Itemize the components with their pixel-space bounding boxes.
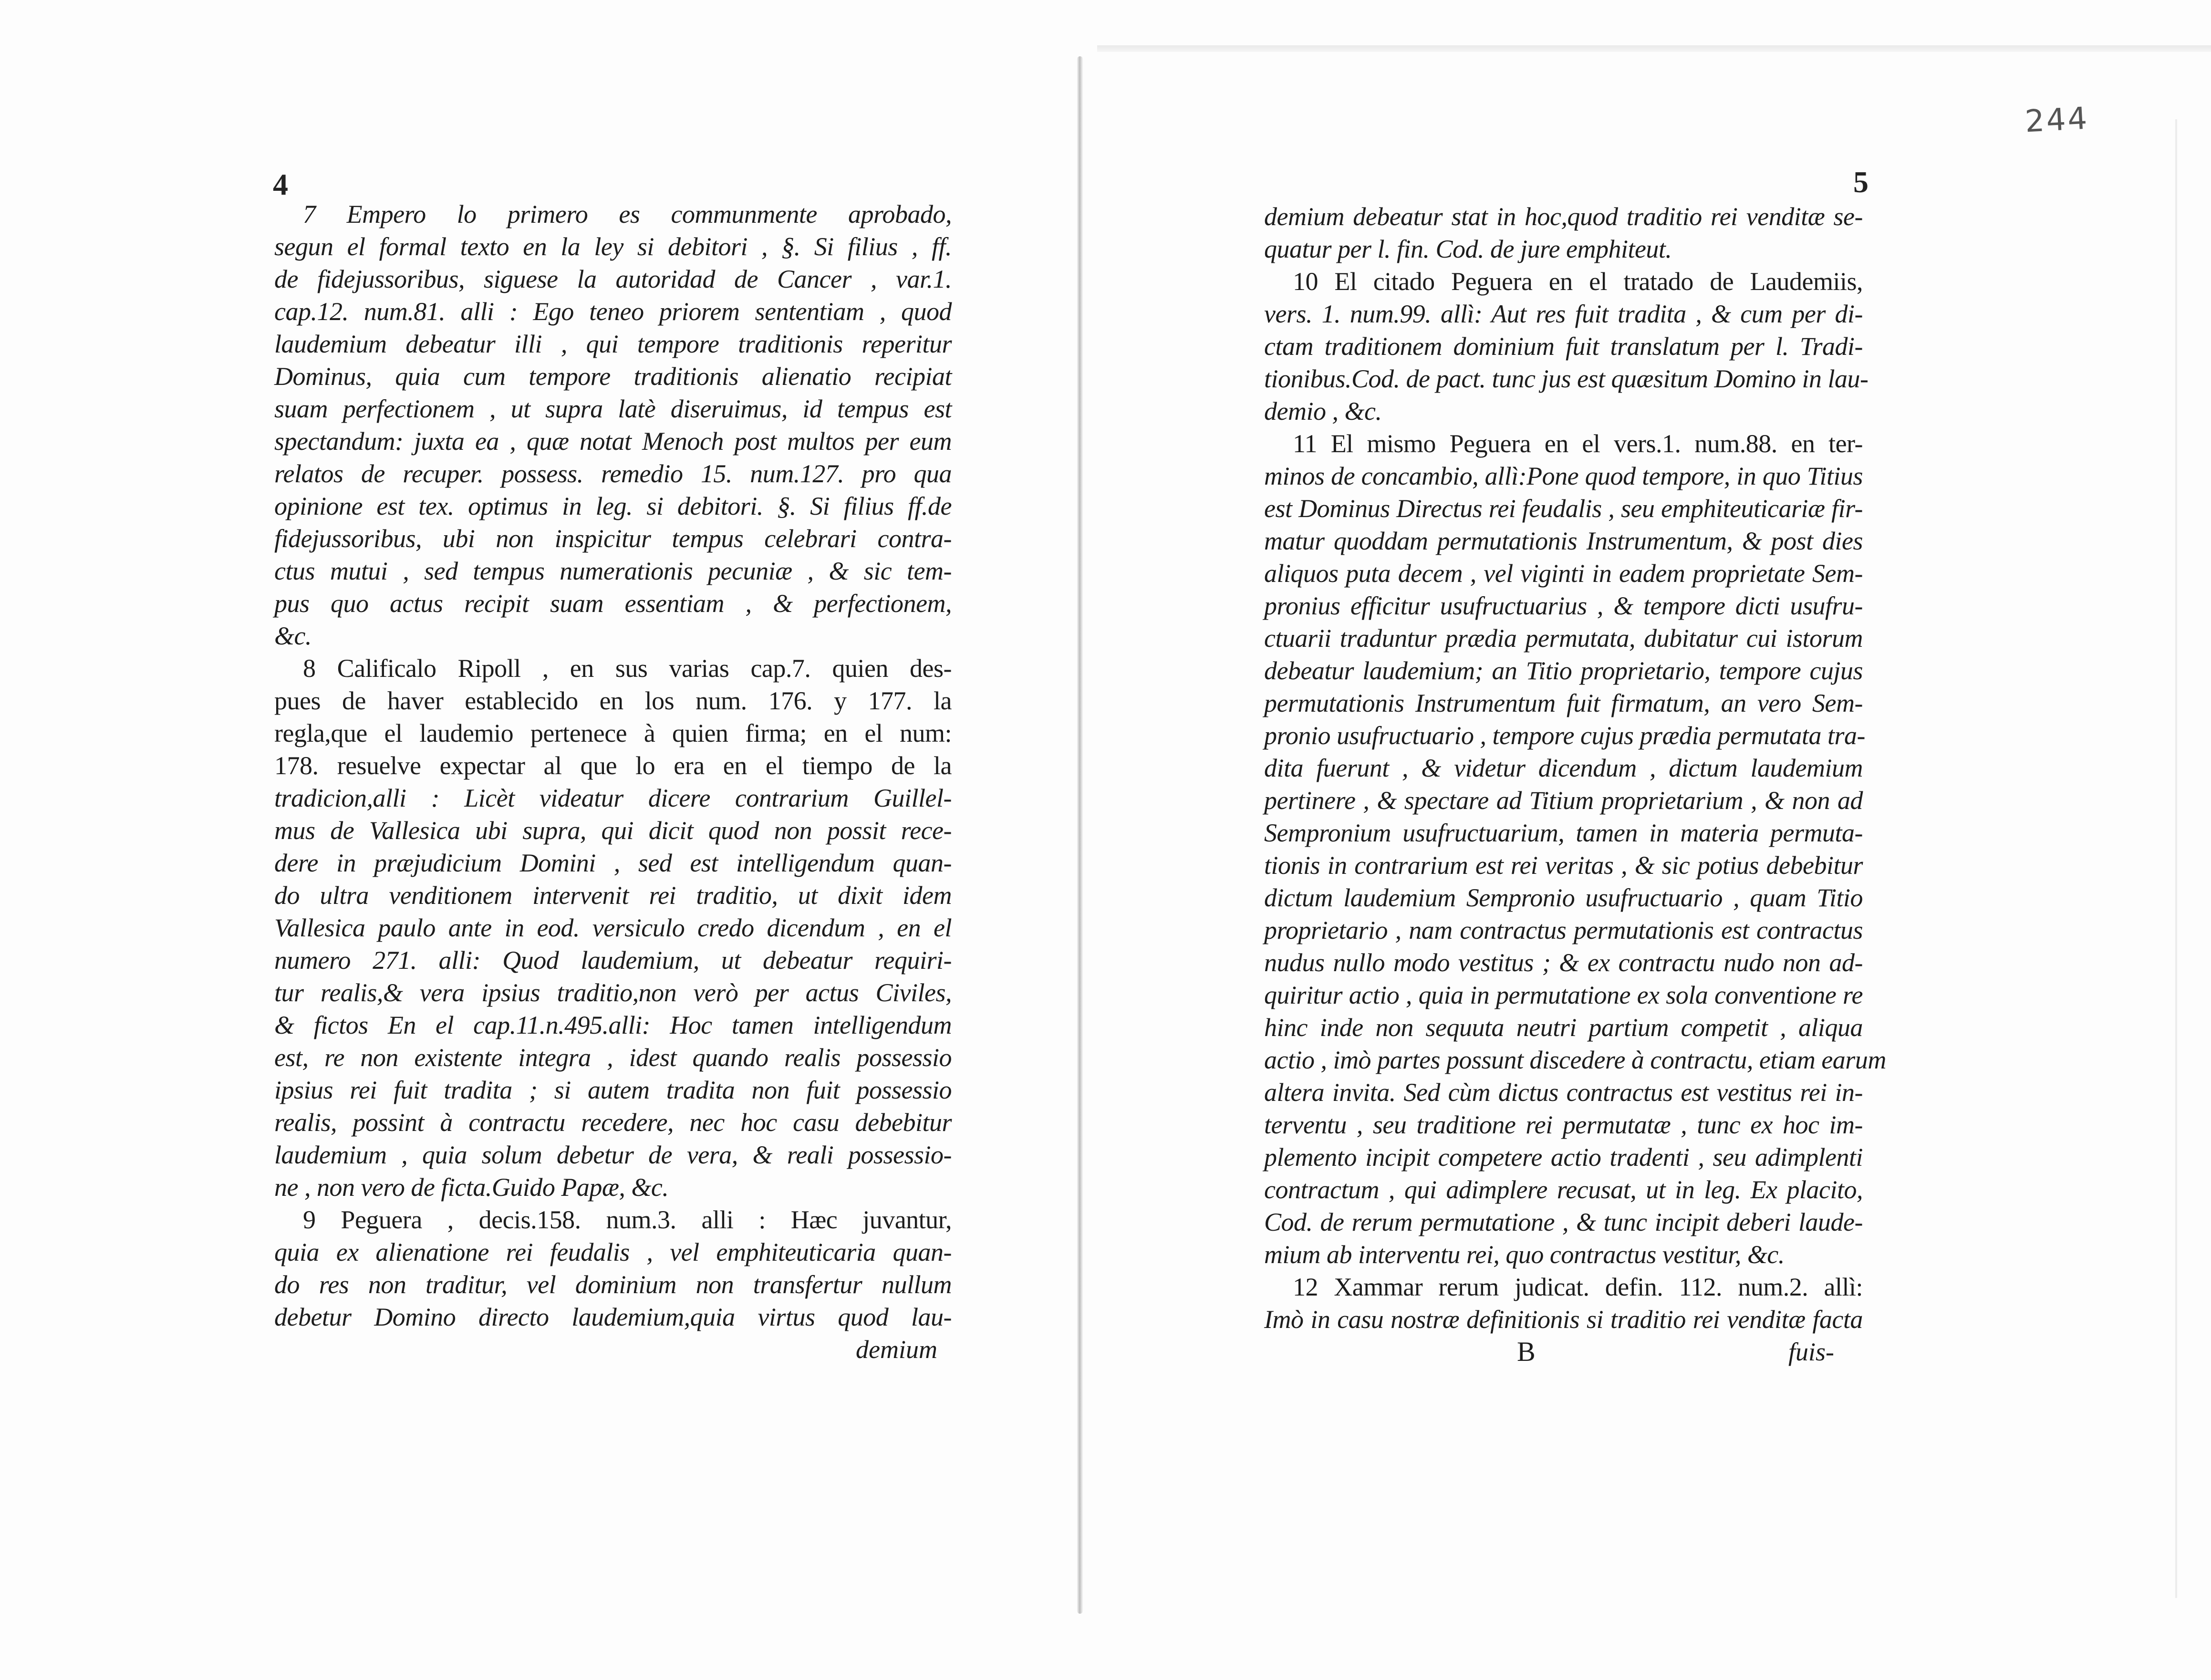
text-line: altera invita. Sed cùm dictus contractus est vestitus rei in-: [1264, 1078, 1863, 1107]
text-line: est, re non existente integra , idest quando realis possessio: [274, 1043, 952, 1072]
text-line: quia ex alienatione rei feudalis , vel emphiteuticaria quan-: [274, 1238, 952, 1266]
text-line: pus quo actus recipit suam essentiam , & perfectionem,: [274, 589, 952, 618]
text-line: suam perfectionem , ut supra latè diseruimus, id tempus est: [274, 394, 952, 423]
text-line: cap.12. num.81. alli : Ego teneo priorem sententiam , quod: [274, 297, 952, 326]
catchword: demium: [856, 1335, 937, 1364]
text-line: Vallesica paulo ante in eod. versiculo credo dicendum , en el: [274, 913, 952, 942]
text-line: opinione est tex. optimus in leg. si debitori. §. Si filius ff.de: [274, 492, 952, 520]
text-line: mium ab interventu rei, quo contractus vestitur, &c.: [1264, 1240, 1785, 1269]
text-line: permutationis Instrumentum fuit firmatum, an vero Sem-: [1264, 689, 1863, 717]
text-line: 7 Empero lo primero es communmente aprobado,: [303, 200, 952, 228]
text-line: de fidejussoribus, siguese la autoridad de Cancer , var.1.: [274, 265, 952, 293]
text-line: &c.: [274, 622, 311, 650]
page-number: 5: [1853, 165, 1868, 199]
text-line: terventu , seu traditione rei permutatæ , tunc ex hoc im-: [1264, 1110, 1863, 1139]
text-line: fidejussoribus, ubi non inspicitur tempus celebrari contra-: [274, 524, 952, 553]
text-line: quiritur actio , quia in permutatione ex sola conventione re: [1264, 981, 1863, 1009]
text-line: do ultra venditionem intervenit rei traditio, ut dixit idem: [274, 881, 952, 910]
text-line: tur realis,& vera ipsius traditio,non verò per actus Civiles,: [274, 978, 952, 1007]
text-line: ipsius rei fuit tradita ; si autem tradita non fuit possessio: [274, 1076, 952, 1104]
text-line: minos de concambio, allì:Pone quod tempore, in quo Titius: [1264, 462, 1863, 490]
signature-mark: B: [1517, 1336, 1536, 1367]
page-number: 4: [273, 167, 288, 201]
text-line: 9 Peguera , decis.158. num.3. alli : Hæc juvantur,: [303, 1205, 952, 1234]
text-line: quatur per l. fin. Cod. de jure emphiteut.: [1264, 235, 1672, 263]
text-line: 8 Calificalo Ripoll , en sus varias cap.7. quien des-: [303, 654, 952, 683]
text-line: laudemium debeatur illi , qui tempore traditionis reperitur: [274, 330, 952, 358]
text-line: ctam traditionem dominium fuit translatum per l. Tradi-: [1264, 332, 1863, 361]
text-line: 11 El mismo Peguera en el vers.1. num.88. en ter-: [1293, 429, 1863, 458]
text-line: relatos de recuper. possess. remedio 15. num.127. pro qua: [274, 459, 952, 488]
handwritten-folio-number: 244: [2024, 101, 2090, 140]
text-line: regla,que el laudemio pertenece à quien firma; en el num:: [274, 719, 952, 747]
text-line: debetur Domino directo laudemium,quia virtus quod lau-: [274, 1303, 952, 1331]
catchword: fuis-: [1788, 1338, 1834, 1366]
text-line: & fictos En el cap.11.n.495.alli: Hoc tamen intelligendum: [274, 1011, 952, 1039]
text-line: hinc inde non sequuta neutri partium competit , aliqua: [1264, 1013, 1863, 1042]
text-line: segun el formal texto en la ley si debitori , §. Si filius , ff.: [274, 232, 952, 261]
text-line: 178. resuelve expectar al que lo era en el tiempo de la: [274, 751, 952, 780]
catchword-row: [274, 1333, 952, 1366]
text-line: pronius efficitur usufructuarius , & tempore dicti usufru-: [1264, 591, 1863, 620]
text-line: matur quoddam permutationis Instrumentum, & post dies: [1264, 527, 1863, 555]
text-line: dere in præjudicium Domini , sed est intelligendum quan-: [274, 849, 952, 877]
text-line: vers. 1. num.99. allì: Aut res fuit tradita , & cum per di-: [1264, 300, 1863, 328]
text-line: dita fuerunt , & videtur dicendum , dictum laudemium: [1264, 754, 1863, 782]
book-gutter: [1077, 56, 1083, 1614]
signature-row: [1264, 1336, 1863, 1368]
text-line: est Dominus Directus rei feudalis , seu emphiteuticariæ fir-: [1264, 494, 1863, 523]
text-line: spectandum: juxta ea , quæ notat Menoch post multos per eum: [274, 427, 952, 456]
text-line: Imò in casu nostræ definitionis si traditio rei venditæ facta: [1264, 1305, 1863, 1334]
text-line: nudus nullo modo vestitus ; & ex contractu nudo non ad-: [1264, 948, 1863, 977]
text-line: contractum , qui adimplere recusat, ut in leg. Ex placito,: [1264, 1175, 1863, 1204]
text-line: proprietario , nam contractus permutationis est contractus: [1264, 916, 1863, 944]
text-line: tionibus.Cod. de pact. tunc jus est quæsitum Domino in lau-: [1264, 364, 1868, 393]
text-line: pues de haver establecido en los num. 176. y 177. la: [274, 686, 952, 715]
text-line: tionis in contrarium est rei veritas , & sic potius debebitur: [1264, 851, 1863, 880]
text-line: mus de Vallesica ubi supra, qui dicit quod non possit rece-: [274, 816, 952, 845]
text-line: Sempronium usufructuarium, tamen in materia permuta-: [1264, 819, 1863, 847]
text-line: 12 Xammar rerum judicat. defin. 112. num.2. allì:: [1293, 1273, 1863, 1301]
text-column: [1264, 200, 1886, 1368]
text-line: Dominus, quia cum tempore traditionis alienatio recipiat: [274, 362, 952, 391]
text-line: ctus mutui , sed tempus numerationis pecuniæ , & sic tem-: [274, 557, 952, 585]
text-line: realis, possint à contractu recedere, nec hoc casu debebitur: [274, 1108, 952, 1137]
text-line: plemento incipit competere actio tradenti , seu adimplenti: [1264, 1143, 1863, 1172]
text-line: pertinere , & spectare ad Titium proprietarium , & non ad: [1264, 786, 1863, 815]
text-line: ne , non vero de ficta.Guido Papæ, &c.: [274, 1173, 669, 1202]
left-page: [0, 0, 1077, 1680]
text-line: dictum laudemium Sempronio usufructuario , quam Titio: [1264, 883, 1863, 912]
text-line: demium debeatur stat in hoc,quod traditio rei venditæ se-: [1264, 202, 1863, 231]
text-line: ctuarii traduntur prædia permutata, dubitatur cui istorum: [1264, 624, 1863, 653]
text-line: 10 El citado Peguera en el tratado de Laudemiis,: [1293, 267, 1863, 296]
text-line: demio , &c.: [1264, 397, 1382, 425]
text-line: actio , imò partes possunt discedere à contractu, etiam earum: [1264, 1046, 1886, 1074]
text-column: [274, 198, 952, 1366]
text-line: laudemium , quia solum debetur de vera, & reali possessio-: [274, 1141, 952, 1169]
text-line: numero 271. alli: Quod laudemium, ut debeatur requiri-: [274, 946, 952, 975]
text-line: aliquos puta decem , vel viginti in eadem proprietate Sem-: [1264, 559, 1863, 588]
text-line: tradicion,alli : Licèt videatur dicere contrarium Guillel-: [274, 784, 952, 812]
text-line: pronio usufructuario , tempore cujus prædia permutata tra-: [1264, 721, 1865, 750]
text-line: Cod. de rerum permutatione , & tunc incipit deberi laude-: [1264, 1208, 1863, 1236]
text-line: debeatur laudemium; an Titio proprietario, tempore cujus: [1264, 656, 1863, 685]
text-line: do res non traditur, vel dominium non transfertur nullum: [274, 1270, 952, 1299]
